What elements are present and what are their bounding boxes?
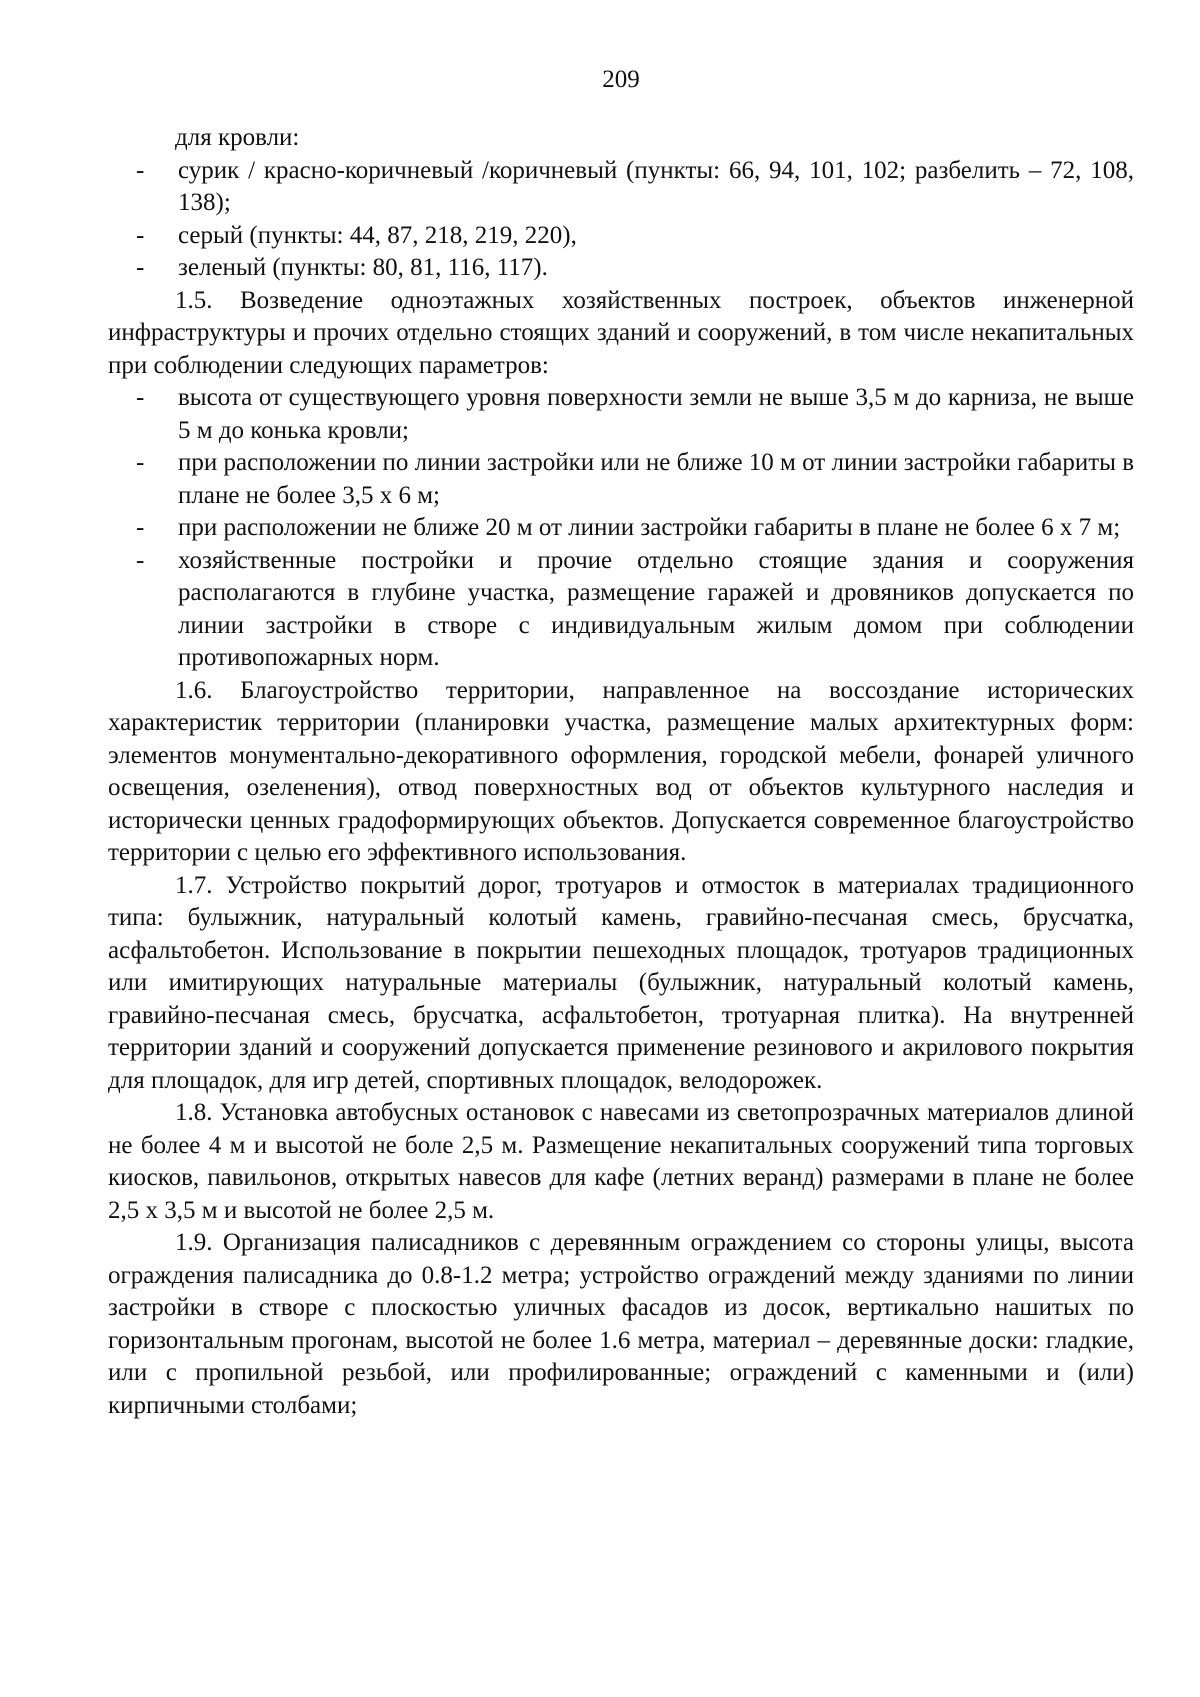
section-1-6: 1.6. Благоустройство территории, направленное на воссоздание исторических характеристик территории (планировки участка, размещение малых архитектурных форм: элементов монументально-декоративного оформления, городской мебели, фонарей уличного освещения, озеленения), отвод поверхностных вод от объектов культурного наследия и исторически ценных градоформирующих объектов. Допускается современное благоустройство территории с целью его эффективного использования.	[108, 676, 1134, 866]
roof-intro: для кровли:	[175, 124, 300, 151]
section-1-8: 1.8. Установка автобусных остановок с навесами из светопрозрачных материалов длиной не более 4 м и высотой не боле 2,5 м. Размещение некапитальных сооружений типа торговых киосков, павильонов, открытых навесов для кафе (летних веранд) размерами в плане не более 2,5 х 3,5 м и высотой не более 2,5 м.	[108, 1099, 1134, 1224]
list-item: - серый (пункты: 44, 87, 218, 219, 220),	[178, 220, 1134, 253]
section-1-5-list	[108, 382, 1134, 675]
section-1-5: 1.5. Возведение одноэтажных хозяйственных построек, объектов инженерной инфраструктуры и прочих отдельно стоящих зданий и сооружений, в том числе некапитальных при соблюдении следующих параметров:	[108, 286, 1134, 379]
list-item: - при расположении по линии застройки или не ближе 10 м от линии застройки габариты в плане не более 3,5 х 6 м;	[178, 447, 1134, 512]
list-item: - сурик / красно-коричневый /коричневый (пункты: 66, 94, 101, 102; разбелить – 72, 108, 138);	[178, 155, 1134, 220]
page-number: 209	[602, 66, 640, 93]
list-item: - при расположении не ближе 20 м от линии застройки габариты в плане не более 6 х 7 м;	[178, 512, 1134, 545]
list-item: - высота от существующего уровня поверхности земли не выше 3,5 м до карниза, не выше 5 м до конька кровли;	[178, 382, 1134, 447]
section-1-9: 1.9. Организация палисадников с деревянным ограждением со стороны улицы, высота ограждения палисадника до 0.8-1.2 метра; устройство ограждений между зданиями по линии застройки в створе с плоскостью уличных фасадов из досок, вертикально нашитых по горизонтальным прогонам, высотой не более 1.6 метра, материал – деревянные доски: гладкие, или с пропильной резьбой, или профилированные; ограждений с каменными и (или) кирпичными столбами;	[108, 1229, 1134, 1419]
section-1-7: 1.7. Устройство покрытий дорог, тротуаров и отмосток в материалах традиционного типа: булыжник, натуральный колотый камень, гравийно-песчаная смесь, брусчатка, асфальтобетон. Использование в покрытии пешеходных площадок, тротуаров традиционных или имитирующих натуральные материалы (булыжник, натуральный колотый камень, гравийно-песчаная смесь, брусчатка, асфальтобетон, тротуарная плитка). На внутренней территории зданий и сооружений допускается применение резинового и акрилового покрытия для площадок, для игр детей, спортивных площадок, велодорожек.	[108, 871, 1134, 1094]
list-item: - хозяйственные постройки и прочие отдельно стоящие здания и сооружения располагаются в глубине участка, размещение гаражей и дровяников допускается по линии застройки в створе с индивидуальным жилым домом при соблюдении противопожарных норм.	[178, 545, 1134, 675]
list-item: - зеленый (пункты: 80, 81, 116, 117).	[178, 252, 1134, 285]
roof-color-list	[108, 155, 1134, 285]
